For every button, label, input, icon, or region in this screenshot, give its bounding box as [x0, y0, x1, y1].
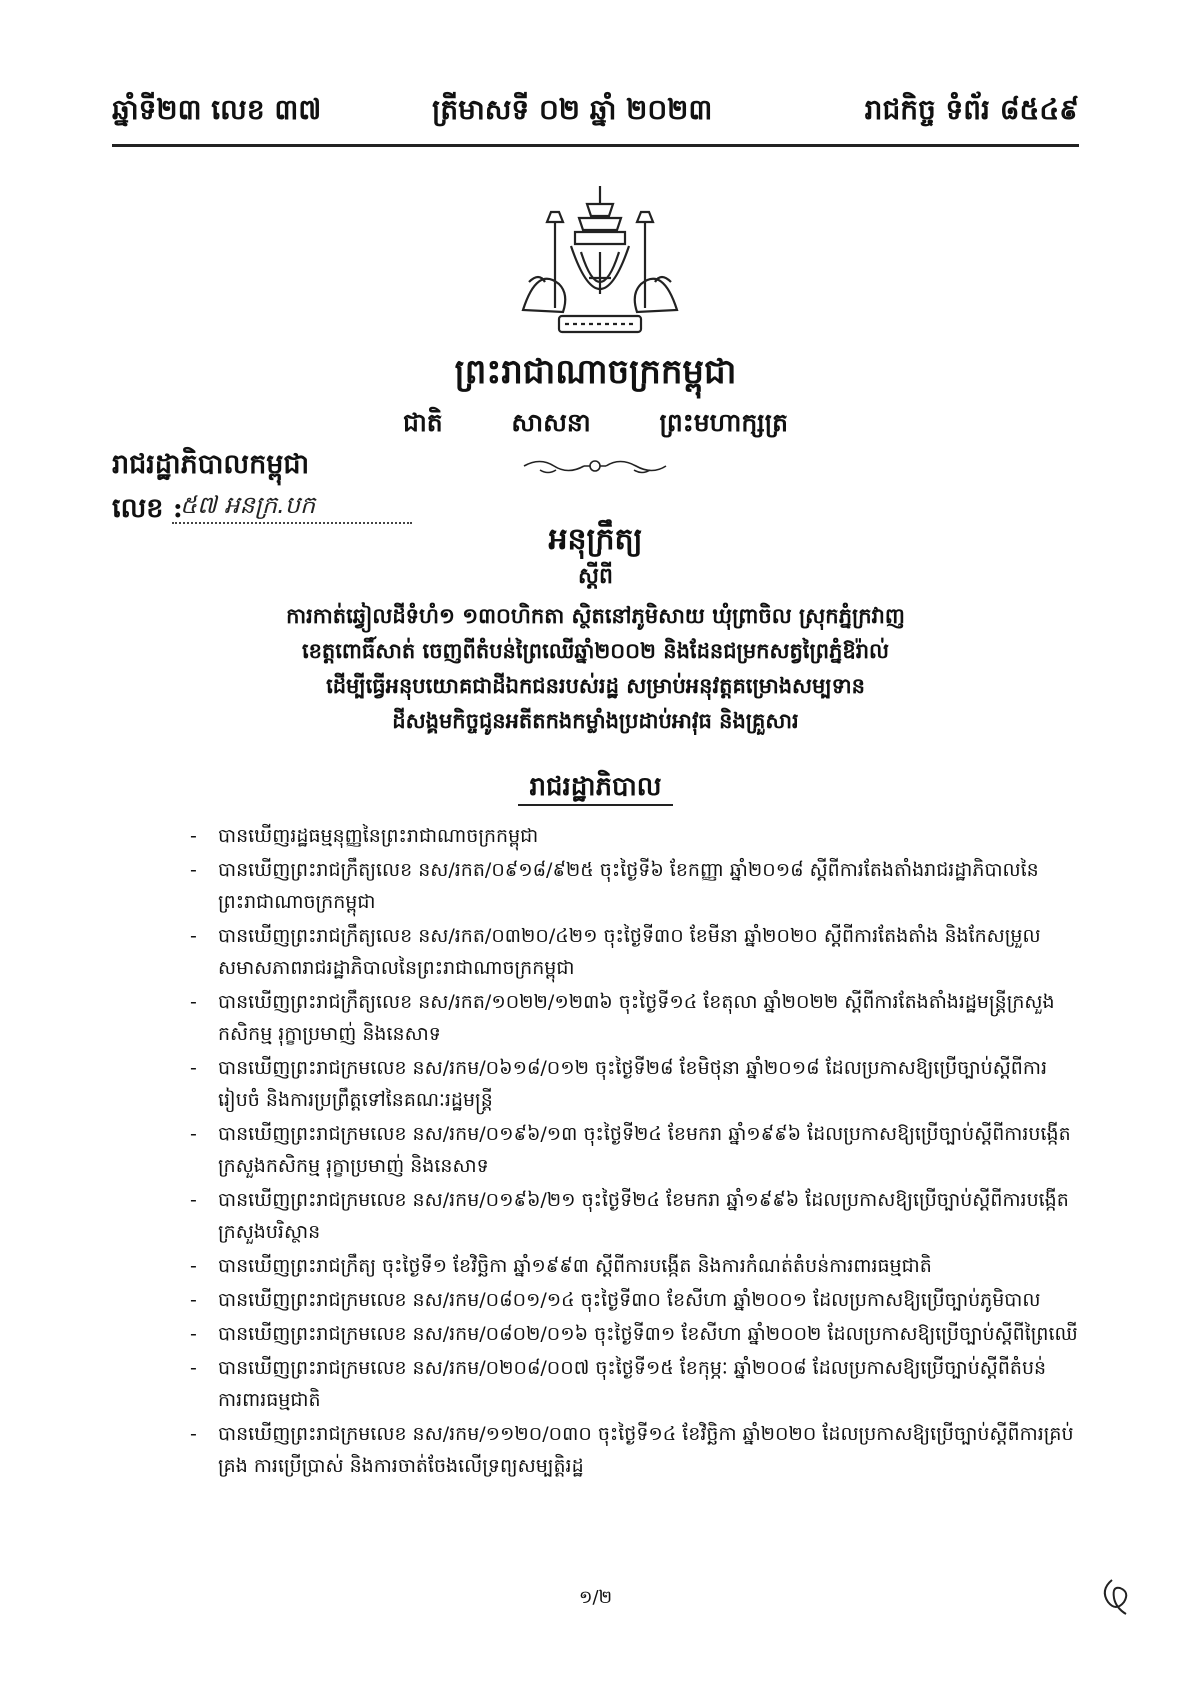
consideration-text: បានឃើញព្រះរាជក្រឹត្យលេខ នស/រកត/០៩១៨/៩២៥ ចុះថ្ងៃទី៦ ខែកញ្ញា ឆ្នាំ២០១៨ ស្តីពីការតែងតាំងរាជរដ្ឋាភិបាលនៃព្រះរាជាណាចក្រកម្ពុជា [218, 859, 1039, 913]
list-bullet: - [190, 1423, 197, 1445]
consideration-text: បានឃើញព្រះរាជក្រមលេខ នស/រកម/០៨០១/១៤ ចុះថ្ងៃទី៣០ ខែសីហា ឆ្នាំ២០០១ ដែលប្រកាសឱ្យប្រើច្បាប់ភូមិបាល [218, 1289, 1041, 1311]
document-subject [150, 598, 1041, 738]
consideration-item [190, 1352, 1080, 1416]
kingdom-name: ព្រះរាជាណាចក្រកម្ពុជា [454, 352, 737, 392]
gazette-page: រាជកិច្ច ទំព័រ ៨៥៤៩ [864, 93, 1079, 126]
consideration-text: បានឃើញព្រះរាជក្រមលេខ នស/រកម/០១៩៦/២១ ចុះថ្ងៃទី២៤ ខែមករា ឆ្នាំ១៩៩៦ ដែលប្រកាសឱ្យប្រើច្បាប់ស្តីពីការបង្កើតក្រសួងបរិស្ថាន [218, 1189, 1069, 1243]
list-bullet: - [190, 1123, 197, 1145]
gazette-quarter: ត្រីមាសទី ០២ ឆ្នាំ ២០២៣ [432, 93, 713, 126]
consideration-item [190, 1418, 1080, 1482]
national-motto [0, 408, 1191, 444]
document-type: អនុក្រឹត្យ [548, 522, 643, 557]
list-bullet: - [190, 1057, 197, 1079]
motto-nation: ជាតិ [402, 408, 443, 437]
consideration-item [190, 1284, 1080, 1316]
list-bullet: - [190, 925, 197, 947]
heading-underline [518, 804, 673, 806]
reference-label: លេខ : [112, 493, 183, 524]
consideration-text: បានឃើញព្រះរាជក្រមលេខ នស/រកម/០៦១៨/០១២ ចុះថ្ងៃទី២៨ ខែមិថុនា ឆ្នាំ២០១៨ ដែលប្រកាសឱ្យប្រើច្បាប់ស្តីពីការរៀបចំ និងការប្រព្រឹត្តទៅនៃគណៈរដ្ឋមន្ត្រី [218, 1057, 1047, 1111]
consideration-item [190, 854, 1080, 918]
consideration-text: បានឃើញព្រះរាជក្រមលេខ នស/រកម/០២០៨/០០៧ ចុះថ្ងៃទី១៥ ខែកុម្ភៈ ឆ្នាំ២០០៨ ដែលប្រកាសឱ្យប្រើច្បាប់ស្តីពីតំបន់ការពារធម្មជាតិ [218, 1357, 1047, 1411]
motto-religion: សាសនា [511, 408, 591, 437]
ornament-divider-icon [520, 455, 670, 477]
consideration-item [190, 1250, 1080, 1282]
consideration-text: បានឃើញរដ្ឋធម្មនុញ្ញនៃព្រះរាជាណាចក្រកម្ពុជា [218, 825, 539, 847]
consideration-item [190, 1184, 1080, 1248]
subject-line: ដើម្បីធ្វើអនុបយោគជាដីឯកជនរបស់រដ្ឋ សម្រាប់អនុវត្តគម្រោងសម្បទាន [326, 673, 865, 698]
consideration-text: បានឃើញព្រះរាជក្រឹត្យលេខ នស/រកត/១០២២/១២៣៦ ចុះថ្ងៃទី១៤ ខែតុលា ឆ្នាំ២០២២ ស្តីពីការតែងតាំងរដ្ឋមន្ត្រីក្រសួងកសិកម្ម រុក្ខាប្រមាញ់ និងនេសាទ [218, 991, 1055, 1045]
subject-line: ការកាត់ឆ្វៀលដីទំហំ១ ១៣០ហិកតា ស្ថិតនៅភូមិសាយ ឃុំព្រាចិល ស្រុកភ្នំក្រវាញ [286, 603, 905, 628]
consideration-item [190, 1118, 1080, 1182]
list-bullet: - [190, 825, 197, 847]
list-bullet: - [190, 1289, 197, 1311]
consideration-item [190, 820, 1080, 852]
consideration-item [190, 986, 1080, 1050]
list-bullet: - [190, 1189, 197, 1211]
consideration-text: បានឃើញព្រះរាជក្រឹត្យ ចុះថ្ងៃទី១ ខែវិច្ឆិកា ឆ្នាំ១៩៩៣ ស្តីពីការបង្កើត និងការកំណត់តំបន់ការពារធម្មជាតិ [218, 1255, 932, 1277]
page-number: ១/២ [578, 1587, 613, 1608]
header-rule [112, 144, 1079, 147]
consideration-item [190, 1318, 1080, 1350]
royal-coat-of-arms-emblem [515, 182, 685, 342]
consideration-text: បានឃើញព្រះរាជក្រឹត្យលេខ នស/រកត/០៣២០/៤២១ ចុះថ្ងៃទី៣០ ខែមីនា ឆ្នាំ២០២០ ស្តីពីការតែងតាំង និងកែសម្រួលសមាសភាពរាជរដ្ឋាភិបាលនៃព្រះរាជាណាចក្រកម្ពុជា [218, 925, 1041, 979]
consideration-item [190, 920, 1080, 984]
considerations-list [190, 820, 1080, 1484]
body-heading: រាជរដ្ឋាភិបាល [529, 772, 662, 802]
gazette-year-issue: ឆ្នាំទី២៣ លេខ ៣៧ [112, 93, 322, 126]
subject-line: ដីសង្គមកិច្ចជូនអតីតកងកម្លាំងប្រដាប់អាវុធ និងគ្រួសារ [392, 708, 799, 733]
issuing-authority: រាជរដ្ឋាភិបាលកម្ពុជា [112, 449, 310, 480]
motto-king: ព្រះមហាក្សត្រ [659, 408, 789, 437]
list-bullet: - [190, 1323, 197, 1345]
list-bullet: - [190, 859, 197, 881]
consideration-text: បានឃើញព្រះរាជក្រមលេខ នស/រកម/០១៩៦/១៣ ចុះថ្ងៃទី២៤ ខែមករា ឆ្នាំ១៩៩៦ ដែលប្រកាសឱ្យប្រើច្បាប់ស្តីពីការបង្កើតក្រសួងកសិកម្ម រុក្ខាប្រមាញ់ និងនេសាទ [218, 1123, 1071, 1177]
about-label: ស្តីពី [578, 563, 613, 589]
consideration-text: បានឃើញព្រះរាជក្រមលេខ នស/រកម/១១២០/០៣០ ចុះថ្ងៃទី១៤ ខែវិច្ឆិកា ឆ្នាំ២០២០ ដែលប្រកាសឱ្យប្រើច្បាប់ស្តីពីការគ្រប់គ្រង ការប្រើប្រាស់ និងការចាត់ចែងលើទ្រព្យសម្បត្តិរដ្ឋ [218, 1423, 1074, 1477]
list-bullet: - [190, 991, 197, 1013]
subject-line: ខេត្តពោធិ៍សាត់ ចេញពីតំបន់ព្រៃឈើឆ្នាំ២០០២ និងដែនជម្រកសត្វព្រៃភ្នំឱរ៉ាល់ [301, 638, 890, 663]
reference-value: ៥៧ អនក្រ.បក [180, 491, 316, 519]
consideration-text: បានឃើញព្រះរាជក្រមលេខ នស/រកម/០៨០២/០១៦ ចុះថ្ងៃទី៣១ ខែសីហា ឆ្នាំ២០០២ ដែលប្រកាសឱ្យប្រើច្បាប់ស្តីពីព្រៃឈើ [218, 1323, 1078, 1345]
signature-initials-icon [1090, 1572, 1140, 1622]
list-bullet: - [190, 1255, 197, 1277]
gazette-header [112, 88, 1079, 140]
list-bullet: - [190, 1357, 197, 1379]
consideration-item [190, 1052, 1080, 1116]
